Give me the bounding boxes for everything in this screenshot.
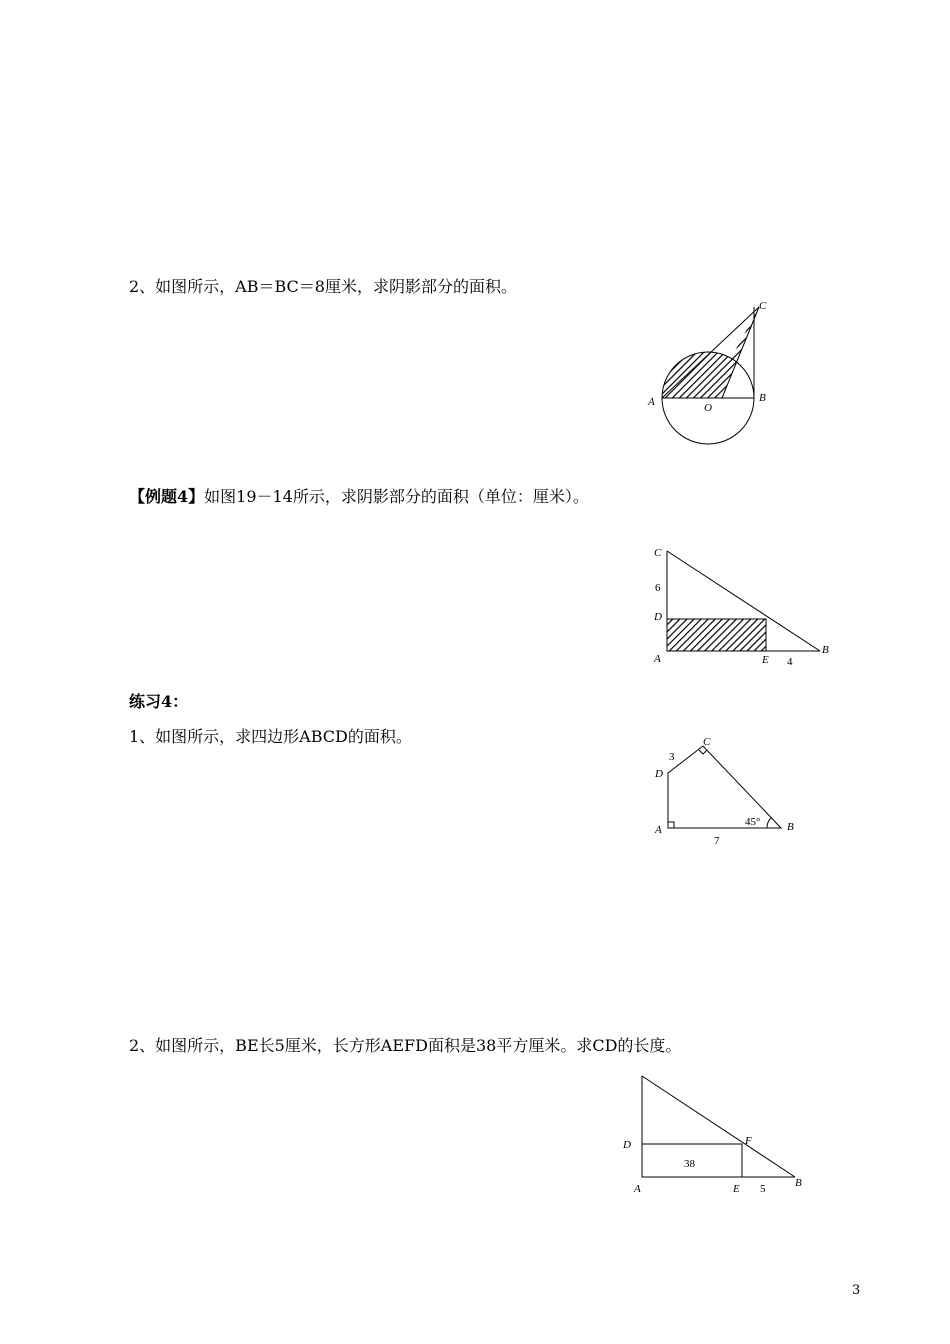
label-d: D bbox=[623, 1139, 631, 1151]
example-4-label: 【例题4】 bbox=[129, 487, 205, 506]
exercise-4-title: 练习4： bbox=[129, 692, 189, 711]
label-b: B bbox=[759, 392, 766, 404]
label-b: B bbox=[795, 1177, 802, 1189]
value-eb: 5 bbox=[760, 1183, 766, 1195]
right-angle-a bbox=[668, 822, 674, 828]
value-eb: 4 bbox=[787, 656, 793, 668]
label-c: C bbox=[654, 547, 662, 559]
label-d: D bbox=[655, 768, 663, 780]
example-4-text: 如图19－14所示，求阴影部分的面积（单位：厘米）。 bbox=[204, 487, 589, 506]
figure-circle-triangle bbox=[640, 295, 780, 455]
quadrilateral-abcd bbox=[668, 746, 781, 828]
problem-2-text: 2、如图所示，AB＝BC＝8厘米，求阴影部分的面积。 bbox=[129, 277, 517, 296]
example-4-heading bbox=[129, 484, 589, 507]
label-e: E bbox=[762, 654, 769, 666]
figure-triangle-rectangle bbox=[645, 540, 845, 670]
label-o: O bbox=[704, 402, 712, 414]
segment-hypotenuse bbox=[642, 1076, 795, 1177]
figure-triangle-rectangle-38 bbox=[615, 1070, 815, 1200]
label-c: C bbox=[703, 736, 711, 748]
label-a: A bbox=[648, 396, 655, 408]
right-angle-c bbox=[699, 750, 707, 754]
label-d: D bbox=[654, 611, 662, 623]
value-angle: 45° bbox=[745, 816, 761, 828]
label-c: C bbox=[759, 300, 767, 312]
label-a: A bbox=[655, 824, 662, 836]
label-e: E bbox=[733, 1183, 740, 1195]
label-a: A bbox=[654, 653, 661, 665]
value-dc: 3 bbox=[669, 751, 675, 763]
value-ab: 7 bbox=[714, 835, 720, 847]
value-cd: 6 bbox=[655, 582, 661, 594]
angle-arc-b bbox=[767, 818, 771, 828]
label-b: B bbox=[822, 644, 829, 656]
value-area: 38 bbox=[684, 1158, 695, 1170]
exercise-2-text: 2、如图所示，BE长5厘米，长方形AEFD面积是38平方厘米。求CD的长度。 bbox=[129, 1036, 682, 1055]
page-number: 3 bbox=[852, 1283, 861, 1298]
exercise-1-text: 1、如图所示，求四边形ABCD的面积。 bbox=[129, 727, 412, 746]
label-b: B bbox=[787, 821, 794, 833]
label-f: F bbox=[745, 1135, 752, 1147]
segment-c-shade bbox=[722, 307, 759, 398]
shaded-rectangle bbox=[667, 619, 766, 651]
label-a: A bbox=[634, 1183, 641, 1195]
figure-quadrilateral bbox=[645, 730, 815, 855]
